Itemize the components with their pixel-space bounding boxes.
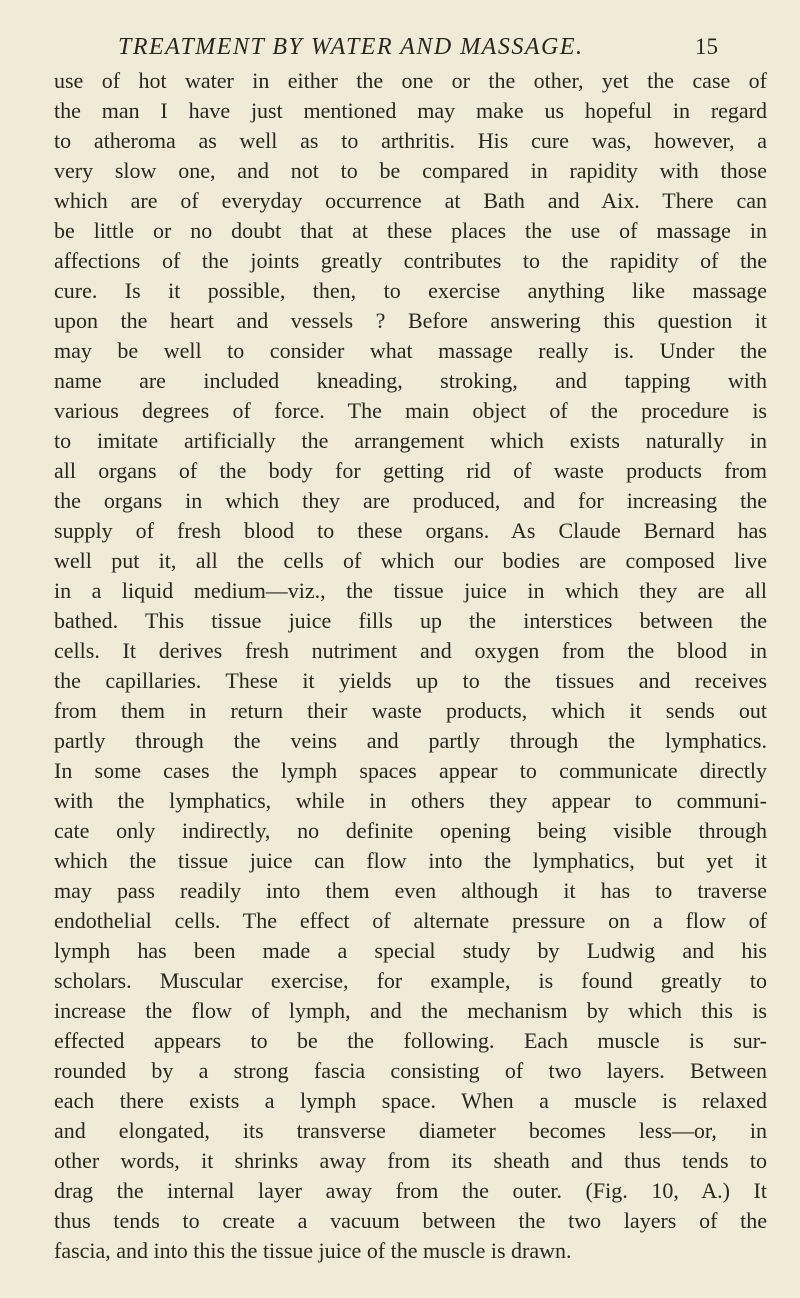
text-line: increase the flow of lymph, and the mechanism by which this is <box>54 998 767 1023</box>
text-line: the organs in which they are produced, and for increasing the <box>54 488 767 513</box>
text-line: In some cases the lymph spaces appear to communicate directly <box>54 758 767 783</box>
text-line: which the tissue juice can flow into the lymphatics, but yet it <box>54 848 767 873</box>
page-number: 15 <box>695 34 718 59</box>
body-text <box>54 66 767 1266</box>
text-line: rounded by a strong fascia consisting of two layers. Between <box>54 1058 767 1083</box>
text-line: with the lymphatics, while in others they appear to communi- <box>54 788 767 813</box>
header-title: TREATMENT BY WATER AND MASSAGE. <box>118 34 584 60</box>
text-line: scholars. Muscular exercise, for example, is found greatly to <box>54 968 767 993</box>
text-line: bathed. This tissue juice fills up the interstices between the <box>54 608 767 633</box>
text-line: endothelial cells. The effect of alternate pressure on a flow of <box>54 908 767 933</box>
text-line: use of hot water in either the one or the other, yet the case of <box>54 68 767 93</box>
text-line: all organs of the body for getting rid of waste products from <box>54 458 767 483</box>
text-line: to imitate artificially the arrangement which exists naturally in <box>54 428 767 453</box>
text-line: name are included kneading, stroking, and tapping with <box>54 368 767 393</box>
text-line: well put it, all the cells of which our bodies are composed live <box>54 548 767 573</box>
text-line: and elongated, its transverse diameter becomes less—or, in <box>54 1118 767 1143</box>
text-line: be little or no doubt that at these places the use of massage in <box>54 218 767 243</box>
text-line: from them in return their waste products, which it sends out <box>54 698 767 723</box>
text-line: may pass readily into them even although it has to traverse <box>54 878 767 903</box>
text-line: cate only indirectly, no definite opening being visible through <box>54 818 767 843</box>
text-line: affections of the joints greatly contributes to the rapidity of the <box>54 248 767 273</box>
text-line: cells. It derives fresh nutriment and oxygen from the blood in <box>54 638 767 663</box>
text-line: in a liquid medium—viz., the tissue juice in which they are all <box>54 578 767 603</box>
text-line: partly through the veins and partly through the lymphatics. <box>54 728 767 753</box>
text-line: fascia, and into this the tissue juice of the muscle is drawn. <box>54 1238 572 1263</box>
text-line: other words, it shrinks away from its sheath and thus tends to <box>54 1148 767 1173</box>
text-line: supply of fresh blood to these organs. As Claude Bernard has <box>54 518 767 543</box>
text-line: upon the heart and vessels ? Before answering this question it <box>54 308 767 333</box>
text-line: lymph has been made a special study by Ludwig and his <box>54 938 767 963</box>
text-line: effected appears to be the following. Each muscle is sur- <box>54 1028 767 1053</box>
text-line: to atheroma as well as to arthritis. His cure was, however, a <box>54 128 767 153</box>
text-line: which are of everyday occurrence at Bath and Aix. There can <box>54 188 767 213</box>
running-header <box>118 32 718 66</box>
text-line: cure. Is it possible, then, to exercise anything like massage <box>54 278 767 303</box>
text-line: various degrees of force. The main object of the procedure is <box>54 398 767 423</box>
text-line: the capillaries. These it yields up to the tissues and receives <box>54 668 767 693</box>
text-line: each there exists a lymph space. When a muscle is relaxed <box>54 1088 767 1113</box>
text-line: the man I have just mentioned may make us hopeful in regard <box>54 98 767 123</box>
text-line: drag the internal layer away from the outer. (Fig. 10, A.) It <box>54 1178 767 1203</box>
text-line: very slow one, and not to be compared in rapidity with those <box>54 158 767 183</box>
text-line: may be well to consider what massage really is. Under the <box>54 338 767 363</box>
text-line: thus tends to create a vacuum between the two layers of the <box>54 1208 767 1233</box>
